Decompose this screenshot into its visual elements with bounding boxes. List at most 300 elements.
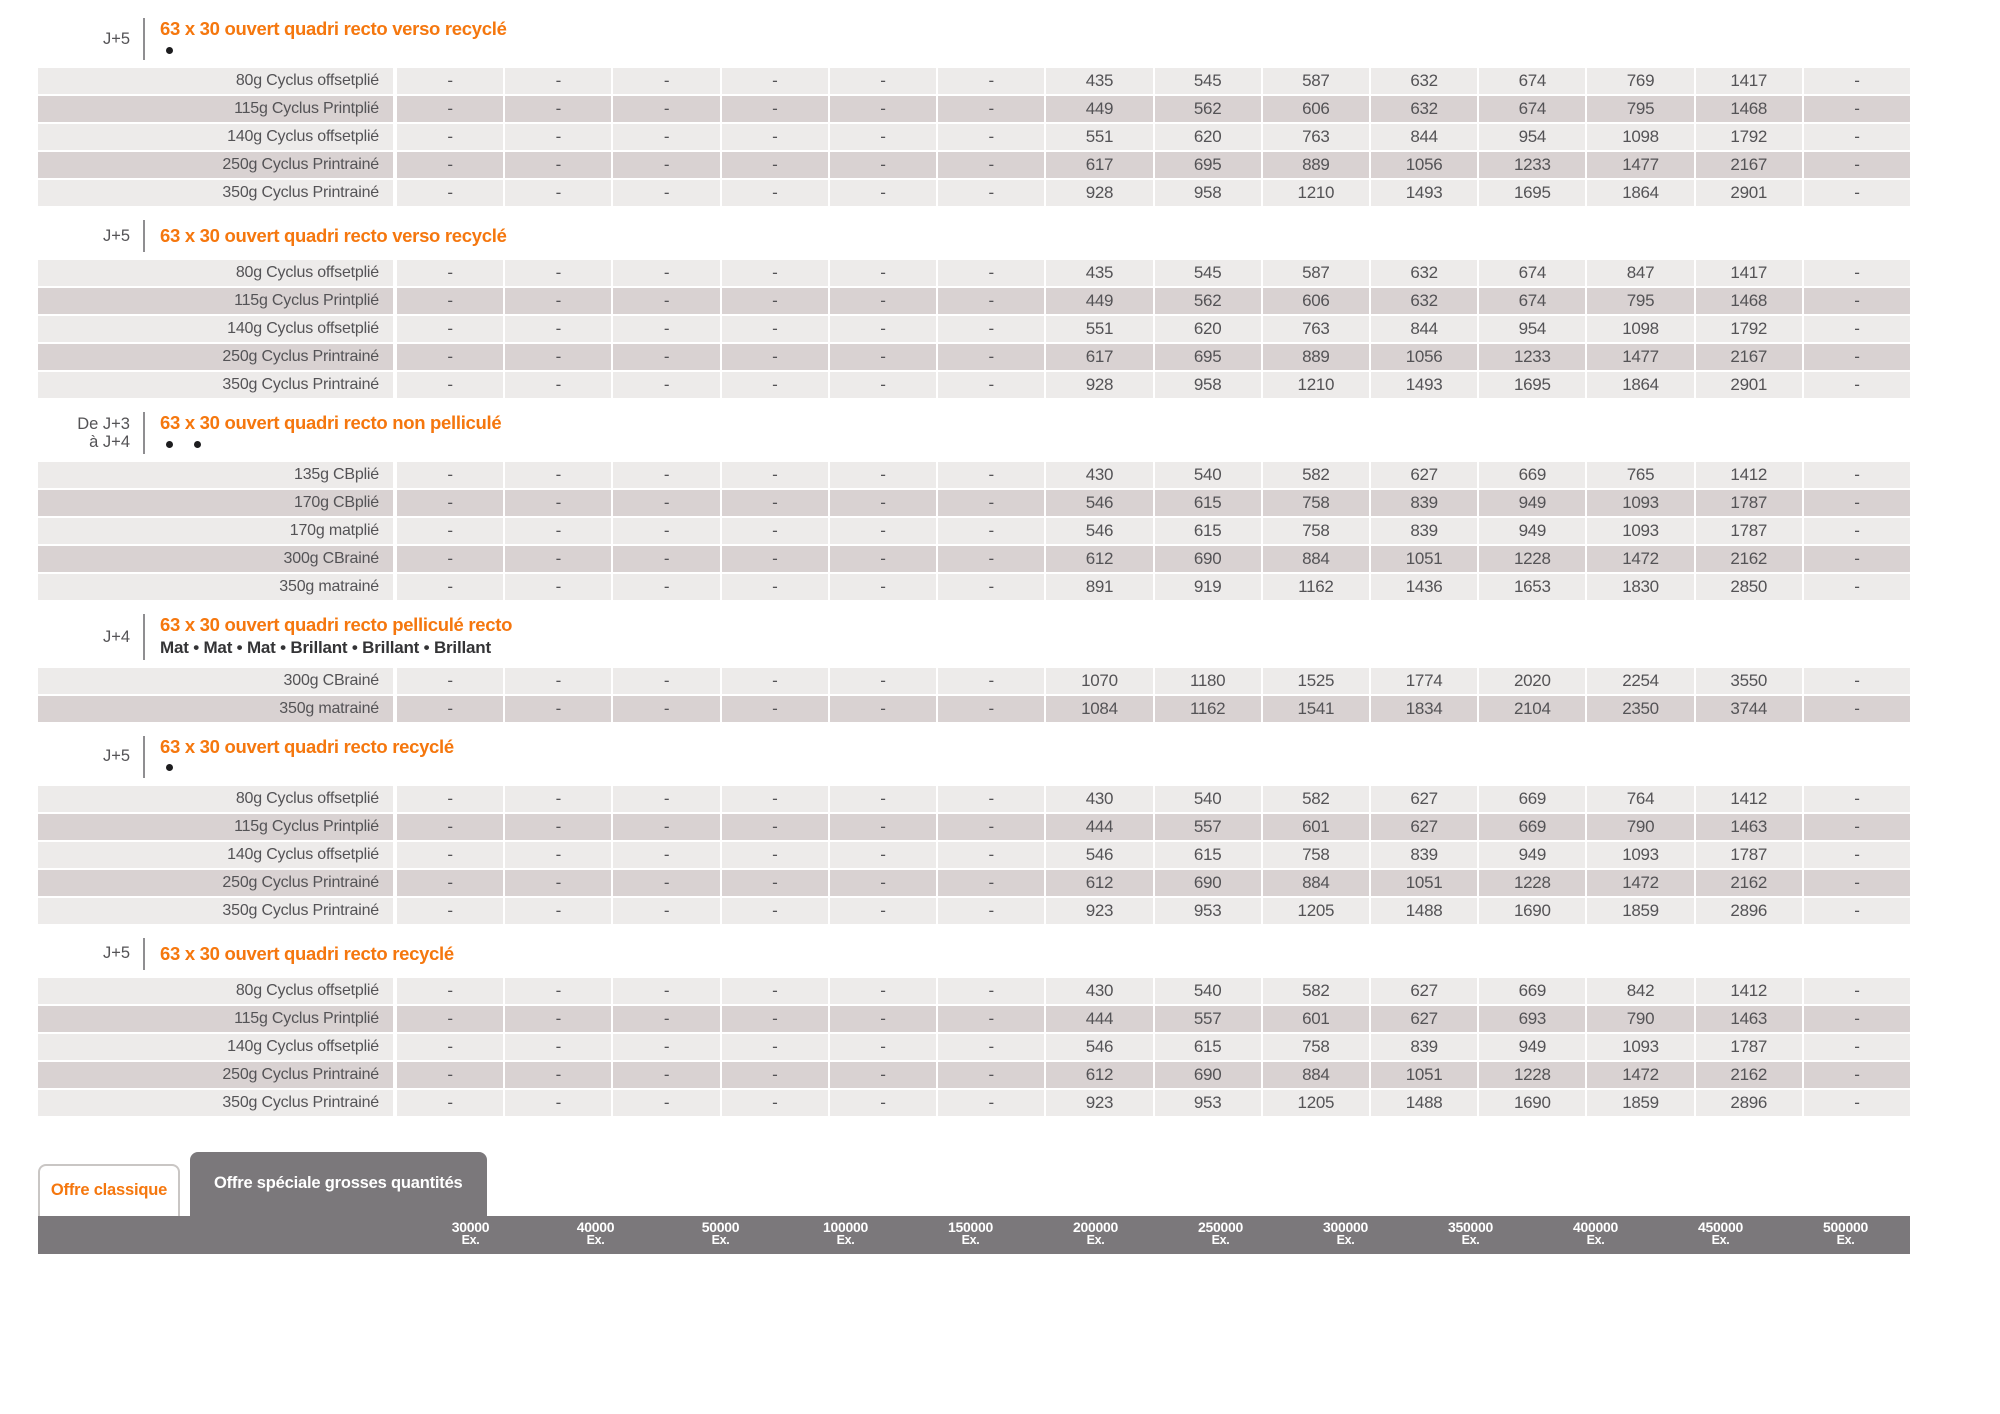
price-cell: - — [938, 124, 1044, 150]
price-cell: 949 — [1479, 842, 1585, 868]
price-cell: - — [722, 1006, 828, 1032]
price-cell: 928 — [1046, 372, 1152, 398]
price-cell: - — [1804, 490, 1910, 516]
price-cell: - — [613, 1090, 719, 1116]
price-cell: - — [830, 814, 936, 840]
price-section — [38, 18, 2000, 206]
quantity-value: 450000 — [1698, 1218, 1743, 1235]
price-cell: 449 — [1046, 288, 1152, 314]
price-cell: 1228 — [1479, 870, 1585, 896]
price-cell: - — [613, 1006, 719, 1032]
price-cell: 1488 — [1371, 898, 1477, 924]
price-cell: - — [938, 1006, 1044, 1032]
price-cell: - — [830, 260, 936, 286]
price-cell: - — [505, 696, 611, 722]
price-cell: - — [830, 1034, 936, 1060]
price-cell: - — [397, 124, 503, 150]
price-cell: - — [722, 490, 828, 516]
paper-label: 350g matrainé — [38, 696, 393, 722]
price-cell: - — [830, 668, 936, 694]
delivery-delay: J+5 — [102, 747, 130, 766]
price-cell: - — [830, 68, 936, 94]
price-cell: 582 — [1263, 978, 1369, 1004]
price-cell: 954 — [1479, 124, 1585, 150]
section-header — [38, 736, 2000, 778]
price-cell: - — [938, 180, 1044, 206]
price-cell: 2901 — [1696, 372, 1802, 398]
price-cell: 1056 — [1371, 152, 1477, 178]
paper-label: 170g CBplié — [38, 490, 393, 516]
price-cell: - — [613, 344, 719, 370]
price-cell: 1093 — [1587, 490, 1693, 516]
price-cell: - — [613, 898, 719, 924]
price-cell: - — [938, 316, 1044, 342]
price-cell: 790 — [1587, 814, 1693, 840]
price-cell: - — [938, 344, 1044, 370]
price-cell: 587 — [1263, 68, 1369, 94]
price-cell: - — [1804, 462, 1910, 488]
price-cell: - — [722, 978, 828, 1004]
price-cell: - — [505, 260, 611, 286]
price-cell: - — [613, 124, 719, 150]
price-cell: - — [397, 316, 503, 342]
paper-label: 250g Cyclus Printrainé — [38, 1062, 393, 1088]
price-cell: 601 — [1263, 1006, 1369, 1032]
price-cell: - — [830, 180, 936, 206]
price-cell: - — [397, 96, 503, 122]
price-cell: - — [397, 842, 503, 868]
quantity-value: 40000 — [576, 1218, 615, 1235]
price-cell: - — [613, 978, 719, 1004]
option-dot — [166, 764, 173, 771]
price-section — [38, 614, 2000, 721]
quantity-value: 200000 — [1073, 1218, 1118, 1235]
price-cell: 612 — [1046, 1062, 1152, 1088]
price-cell: 2896 — [1696, 898, 1802, 924]
price-cell: - — [505, 288, 611, 314]
price-cell: 690 — [1155, 1062, 1261, 1088]
price-row — [38, 518, 1910, 544]
price-row — [38, 978, 1910, 1004]
quantity-value: 400000 — [1573, 1218, 1618, 1235]
price-cell: 1493 — [1371, 180, 1477, 206]
price-cell: 923 — [1046, 898, 1152, 924]
quantity-unit: Ex. — [961, 1232, 980, 1247]
price-cell: - — [397, 574, 503, 600]
price-row — [38, 1090, 1910, 1116]
price-cell: 612 — [1046, 546, 1152, 572]
price-cell: 546 — [1046, 842, 1152, 868]
price-cell: 844 — [1371, 316, 1477, 342]
price-cell: 2901 — [1696, 180, 1802, 206]
quantity-column-header — [658, 1216, 783, 1254]
price-cell: 674 — [1479, 96, 1585, 122]
price-cell: - — [830, 372, 936, 398]
price-cell: - — [830, 574, 936, 600]
price-cell: 1084 — [1046, 696, 1152, 722]
price-cell: - — [1804, 574, 1910, 600]
price-cell: - — [505, 490, 611, 516]
price-cell: 2167 — [1696, 344, 1802, 370]
price-cell: - — [505, 1062, 611, 1088]
price-cell: 615 — [1155, 518, 1261, 544]
price-cell: 1098 — [1587, 316, 1693, 342]
price-cell: - — [397, 870, 503, 896]
price-cell: 891 — [1046, 574, 1152, 600]
price-cell: - — [830, 898, 936, 924]
price-cell: - — [722, 786, 828, 812]
price-cell: - — [830, 978, 936, 1004]
price-cell: - — [397, 372, 503, 398]
price-cell: 1093 — [1587, 842, 1693, 868]
price-cell: 627 — [1371, 1006, 1477, 1032]
paper-label: 80g Cyclus offsetplié — [38, 786, 393, 812]
price-cell: - — [505, 842, 611, 868]
price-cell: - — [830, 316, 936, 342]
section-title: 63 x 30 ouvert quadri recto recyclé — [160, 735, 454, 757]
price-cell: 430 — [1046, 786, 1152, 812]
price-row — [38, 96, 1910, 122]
price-cell: 1233 — [1479, 344, 1585, 370]
price-cell: 606 — [1263, 96, 1369, 122]
price-cell: - — [505, 68, 611, 94]
paper-label: 350g Cyclus Printrainé — [38, 372, 393, 398]
section-header-text — [145, 18, 507, 60]
price-cell: - — [397, 518, 503, 544]
price-cell: 3744 — [1696, 696, 1802, 722]
price-cell: 615 — [1155, 1034, 1261, 1060]
price-cell: - — [1804, 152, 1910, 178]
price-row — [38, 696, 1910, 722]
price-cell: 695 — [1155, 344, 1261, 370]
price-cell: - — [505, 316, 611, 342]
quantity-value: 100000 — [823, 1218, 868, 1235]
section-header-text — [145, 938, 454, 970]
quantity-column-header — [408, 1216, 533, 1254]
price-cell: - — [397, 68, 503, 94]
price-cell: 1493 — [1371, 372, 1477, 398]
price-cell: - — [830, 1090, 936, 1116]
price-cell: - — [505, 96, 611, 122]
price-cell: - — [613, 1062, 719, 1088]
paper-label: 250g Cyclus Printrainé — [38, 870, 393, 896]
price-cell: 844 — [1371, 124, 1477, 150]
price-cell: - — [397, 814, 503, 840]
price-cell: 617 — [1046, 344, 1152, 370]
paper-label: 135g CBplié — [38, 462, 393, 488]
price-cell: - — [1804, 786, 1910, 812]
price-cell: 693 — [1479, 1006, 1585, 1032]
price-cell: 632 — [1371, 68, 1477, 94]
price-cell: - — [722, 260, 828, 286]
price-cell: 884 — [1263, 1062, 1369, 1088]
price-cell: 758 — [1263, 1034, 1369, 1060]
price-cell: - — [397, 786, 503, 812]
price-cell: - — [830, 152, 936, 178]
price-cell: 1098 — [1587, 124, 1693, 150]
price-cell: - — [397, 668, 503, 694]
quantity-column-header — [908, 1216, 1033, 1254]
quantity-unit: Ex. — [586, 1232, 605, 1247]
paper-label: 170g matplié — [38, 518, 393, 544]
price-cell: - — [722, 124, 828, 150]
price-cell: 615 — [1155, 842, 1261, 868]
price-cell: 546 — [1046, 518, 1152, 544]
price-cell: 1436 — [1371, 574, 1477, 600]
price-cell: - — [938, 96, 1044, 122]
tab-offre-speciale-grosses-quantites[interactable] — [190, 1152, 487, 1216]
section-subtitle: Mat • Mat • Mat • Brillant • Brillant • Brillant — [160, 637, 491, 657]
price-cell: 1541 — [1263, 696, 1369, 722]
tab-label: Offre spéciale grosses quantités — [214, 1174, 463, 1193]
price-cell: 884 — [1263, 546, 1369, 572]
price-cell: 953 — [1155, 898, 1261, 924]
price-cell: - — [505, 814, 611, 840]
price-cell: - — [397, 490, 503, 516]
price-cell: - — [830, 1006, 936, 1032]
price-cell: 758 — [1263, 490, 1369, 516]
price-cell: 1792 — [1696, 124, 1802, 150]
price-cell: 444 — [1046, 814, 1152, 840]
price-cell: - — [722, 372, 828, 398]
price-cell: 839 — [1371, 842, 1477, 868]
quantity-column-header — [1158, 1216, 1283, 1254]
price-cell: 1787 — [1696, 490, 1802, 516]
price-cell: 444 — [1046, 1006, 1152, 1032]
price-cell: - — [613, 870, 719, 896]
price-cell: 1051 — [1371, 870, 1477, 896]
quantity-bar-spacer — [38, 1216, 408, 1254]
section-title: 63 x 30 ouvert quadri recto verso recyclé — [160, 225, 507, 247]
price-cell: 2167 — [1696, 152, 1802, 178]
paper-label: 140g Cyclus offsetplié — [38, 124, 393, 150]
price-cell: - — [938, 518, 1044, 544]
price-cell: 1690 — [1479, 1090, 1585, 1116]
price-cell: - — [830, 344, 936, 370]
price-cell: 674 — [1479, 68, 1585, 94]
price-section — [38, 412, 2000, 600]
price-cell: - — [613, 786, 719, 812]
price-cell: - — [938, 288, 1044, 314]
price-cell: 627 — [1371, 814, 1477, 840]
price-cell: - — [938, 152, 1044, 178]
price-cell: - — [397, 462, 503, 488]
price-cell: 606 — [1263, 288, 1369, 314]
quantity-column-header — [1283, 1216, 1408, 1254]
quantity-value: 150000 — [948, 1218, 993, 1235]
price-cell: 2850 — [1696, 574, 1802, 600]
price-cell: 958 — [1155, 180, 1261, 206]
price-cell: 1056 — [1371, 344, 1477, 370]
price-cell: - — [830, 786, 936, 812]
price-cell: - — [722, 668, 828, 694]
price-cell: - — [722, 288, 828, 314]
price-cell: 587 — [1263, 260, 1369, 286]
option-dot — [166, 441, 173, 448]
price-cell: - — [938, 1090, 1044, 1116]
price-row — [38, 668, 1910, 694]
price-cell: 551 — [1046, 316, 1152, 342]
price-cell: 1653 — [1479, 574, 1585, 600]
price-cell: 2162 — [1696, 546, 1802, 572]
price-cell: - — [613, 260, 719, 286]
price-cell: - — [830, 124, 936, 150]
price-cell: - — [505, 574, 611, 600]
price-cell: - — [1804, 842, 1910, 868]
price-cell: - — [938, 546, 1044, 572]
price-cell: 839 — [1371, 490, 1477, 516]
price-cell: - — [830, 462, 936, 488]
price-cell: 674 — [1479, 260, 1585, 286]
price-cell: 669 — [1479, 814, 1585, 840]
paper-label: 350g Cyclus Printrainé — [38, 1090, 393, 1116]
price-row — [38, 1034, 1910, 1060]
price-row — [38, 786, 1910, 812]
price-row — [38, 316, 1910, 342]
tab-offre-classique[interactable] — [38, 1164, 180, 1216]
paper-label: 115g Cyclus Printplié — [38, 814, 393, 840]
price-cell: - — [830, 870, 936, 896]
price-cell: 582 — [1263, 786, 1369, 812]
price-cell: - — [722, 152, 828, 178]
option-dot — [194, 441, 201, 448]
price-cell: - — [830, 546, 936, 572]
price-cell: 1477 — [1587, 152, 1693, 178]
price-cell: - — [938, 668, 1044, 694]
price-row — [38, 574, 1910, 600]
price-cell: 1488 — [1371, 1090, 1477, 1116]
paper-label: 300g CBrainé — [38, 668, 393, 694]
price-cell: 632 — [1371, 260, 1477, 286]
price-cell: 949 — [1479, 1034, 1585, 1060]
price-cell: 795 — [1587, 96, 1693, 122]
price-cell: - — [613, 316, 719, 342]
price-cell: - — [613, 68, 719, 94]
price-cell: - — [505, 372, 611, 398]
price-cell: - — [938, 1034, 1044, 1060]
price-cell: - — [1804, 1006, 1910, 1032]
price-cell: - — [1804, 68, 1910, 94]
price-row — [38, 372, 1910, 398]
price-cell: - — [1804, 1090, 1910, 1116]
price-cell: - — [938, 260, 1044, 286]
price-cell: 1210 — [1263, 372, 1369, 398]
price-cell: - — [722, 96, 828, 122]
price-cell: - — [1804, 288, 1910, 314]
quantity-column-header — [783, 1216, 908, 1254]
price-cell: 758 — [1263, 518, 1369, 544]
price-row — [38, 490, 1910, 516]
price-cell: 1834 — [1371, 696, 1477, 722]
price-row — [38, 180, 1910, 206]
price-cell: 669 — [1479, 786, 1585, 812]
price-cell: 1180 — [1155, 668, 1261, 694]
price-cell: 612 — [1046, 870, 1152, 896]
price-cell: 582 — [1263, 462, 1369, 488]
price-cell: - — [397, 546, 503, 572]
price-cell: - — [722, 870, 828, 896]
price-cell: 1210 — [1263, 180, 1369, 206]
section-header — [38, 614, 2000, 659]
price-cell: 1051 — [1371, 546, 1477, 572]
price-cell: 545 — [1155, 68, 1261, 94]
price-cell: 839 — [1371, 518, 1477, 544]
price-cell: 615 — [1155, 490, 1261, 516]
option-bullets — [160, 758, 454, 778]
paper-label: 350g Cyclus Printrainé — [38, 898, 393, 924]
price-cell: - — [722, 68, 828, 94]
price-cell: - — [938, 1062, 1044, 1088]
price-cell: 1695 — [1479, 180, 1585, 206]
price-row — [38, 124, 1910, 150]
price-cell: 620 — [1155, 124, 1261, 150]
price-cell: - — [938, 490, 1044, 516]
price-cell: 695 — [1155, 152, 1261, 178]
price-cell: - — [505, 870, 611, 896]
price-cell: - — [613, 288, 719, 314]
price-cell: - — [613, 372, 719, 398]
price-cell: 2896 — [1696, 1090, 1802, 1116]
quantity-column-header — [1033, 1216, 1158, 1254]
price-cell: - — [613, 842, 719, 868]
price-cell: - — [830, 1062, 936, 1088]
price-cell: - — [1804, 518, 1910, 544]
price-rows — [38, 260, 1910, 398]
price-cell: 1463 — [1696, 814, 1802, 840]
price-cell: 1205 — [1263, 1090, 1369, 1116]
price-cell: 669 — [1479, 978, 1585, 1004]
tabs-row — [38, 1152, 2000, 1216]
quantity-column-header — [533, 1216, 658, 1254]
price-cell: - — [830, 288, 936, 314]
price-section — [38, 220, 2000, 398]
quantity-value: 350000 — [1448, 1218, 1493, 1235]
price-cell: 2020 — [1479, 668, 1585, 694]
price-cell: 847 — [1587, 260, 1693, 286]
price-cell: - — [1804, 180, 1910, 206]
price-cell: 889 — [1263, 344, 1369, 370]
price-cell: 627 — [1371, 462, 1477, 488]
option-bullets — [160, 434, 501, 454]
price-cell: 627 — [1371, 786, 1477, 812]
delivery-delay: De J+3 à J+4 — [77, 414, 130, 452]
price-cell: 1477 — [1587, 344, 1693, 370]
price-cell: 546 — [1046, 490, 1152, 516]
price-cell: - — [397, 1006, 503, 1032]
quantity-value: 30000 — [451, 1218, 490, 1235]
price-cell: - — [938, 842, 1044, 868]
price-cell: - — [613, 814, 719, 840]
price-cell: - — [505, 462, 611, 488]
price-cell: 1162 — [1263, 574, 1369, 600]
price-cell: 1468 — [1696, 288, 1802, 314]
quantity-column-header — [1408, 1216, 1533, 1254]
price-cell: 1412 — [1696, 786, 1802, 812]
price-cell: - — [397, 1062, 503, 1088]
price-rows — [38, 978, 1910, 1116]
section-header — [38, 938, 2000, 970]
price-cell: 839 — [1371, 1034, 1477, 1060]
price-cell: - — [505, 1090, 611, 1116]
price-cell: - — [722, 316, 828, 342]
price-cell: - — [397, 152, 503, 178]
price-cell: - — [505, 180, 611, 206]
price-cell: - — [505, 546, 611, 572]
price-cell: 632 — [1371, 288, 1477, 314]
section-header — [38, 220, 2000, 252]
quantity-unit: Ex. — [1586, 1232, 1605, 1247]
price-cell: - — [722, 898, 828, 924]
